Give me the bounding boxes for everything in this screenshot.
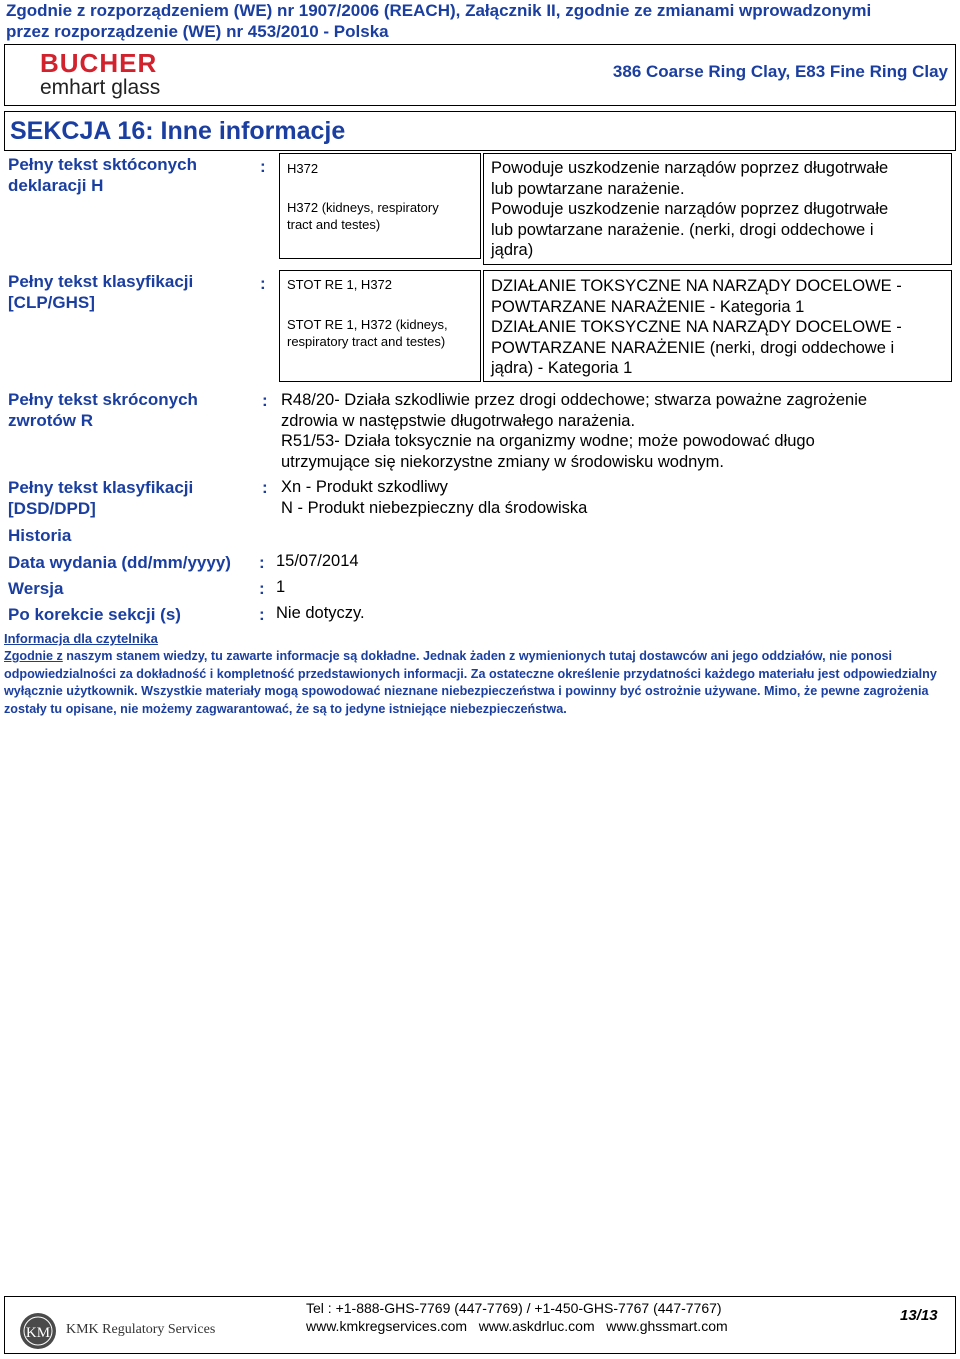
r-phrases-texts: R48/20- Działa szkodliwie przez drogi oddechowe; stwarza poważne zagrożenie zdrowia w następstwie długotrwałego narażenia. R51/53- Działa toksycznie na organizmy wodne; może powodować długo utrzymujące się niekorzystne zmiany w środowisku wodnym.: [281, 391, 868, 471]
version-label: Wersja: [8, 579, 64, 598]
revised-label: Po korekcie sekcji (s): [8, 605, 181, 624]
clp-texts: DZIAŁANIE TOKSYCZNE NA NARZĄDY DOCELOWE - POWTARZANE NARAŻENIE - Kategoria 1 DZIAŁANIE TOKSYCZNE NA NARZĄDY DOCELOWE - POWTARZANE NARAŻENIE (nerki, drogi oddechowe i jądra) - Kategoria 1: [491, 277, 902, 377]
h-statements-label: Pełny tekst sktóconych deklaracji H: [8, 155, 197, 195]
regulation-line-1: Zgodnie z rozporządzeniem (WE) nr 1907/2006 (REACH), Załącznik II, zgodnie ze zmianami wprowadzonymi: [6, 1, 872, 20]
colon: :: [259, 605, 265, 624]
footer-websites: www.kmkregservices.com www.askdrluc.com www.ghssmart.com: [306, 1318, 728, 1334]
version-value: 1: [276, 578, 286, 596]
dsd-label: Pełny tekst klasyfikacji [DSD/DPD]: [8, 478, 194, 518]
regulation-line-2: przez rozporządzenie (WE) nr 453/2010 - Polska: [6, 22, 389, 41]
colon: :: [259, 579, 265, 598]
section-title: SEKCJA 16: Inne informacje: [10, 117, 346, 145]
dsd-texts: Xn - Produkt szkodliwy N - Produkt niebezpieczny dla środowiska: [281, 478, 588, 517]
reader-info-text: [4, 648, 944, 718]
colon: :: [262, 391, 268, 410]
reader-info-body: naszym stanem wiedzy, tu zawarte informacje są dokładne. Jednak żaden z wymienionych tutaj dostawców ani jego oddziałów, nie ponosi odpowiedzialności za dokładność i kompletność przedstawionych informacji. Za ostateczne określenie przydatności każdego materiału jest odpowiedzialny wyłącznie użytkownik. Wszystkie materiały mogą spowodować nieznane niebezpieczeństwa i powinny być ostrożnie używane. Mimo, że pewne zagrożenia zostały tu opisane, nie możemy zagwarantować, że są to jedyne istniejące niebezpieczeństwa.: [4, 649, 937, 716]
footer-company: KMK Regulatory Services: [66, 1322, 216, 1337]
h-code-1: H372: [287, 161, 319, 176]
product-name: 386 Coarse Ring Clay, E83 Fine Ring Clay: [612, 62, 948, 81]
history-label: Historia: [8, 526, 72, 545]
clp-label: Pełny tekst klasyfikacji [CLP/GHS]: [8, 272, 194, 312]
clp-code-1: STOT RE 1, H372: [287, 277, 393, 292]
kmk-logo-letters: KM: [25, 1325, 51, 1341]
kmk-logo-icon: [18, 1311, 58, 1351]
regulation-header: [6, 0, 956, 42]
colon: :: [262, 478, 268, 497]
reader-info-first-word: Zgodnie z: [4, 649, 63, 663]
reader-info-title: Informacja dla czytelnika: [4, 631, 158, 646]
colon: :: [260, 274, 266, 293]
r-phrases-label: Pełny tekst skróconych zwrotów R: [8, 390, 198, 430]
colon: :: [260, 157, 266, 176]
emhart-glass-logo: emhart glass: [40, 76, 161, 99]
clp-code-2: STOT RE 1, H372 (kidneys, respiratory tract and testes): [287, 317, 448, 349]
footer-tel: Tel : +1-888-GHS-7769 (447-7769) / +1-450-GHS-7767 (447-7767): [306, 1300, 722, 1316]
bucher-logo: BUCHER: [40, 48, 158, 78]
h-texts: Powoduje uszkodzenie narządów poprzez długotrwałe lub powtarzane narażenie. Powoduje uszkodzenie narządów poprzez długotrwałe lub powtarzane narażenie. (nerki, drogi oddechowe i jądra): [491, 159, 889, 259]
issue-date-label: Data wydania (dd/mm/yyyy): [8, 553, 231, 572]
colon: :: [259, 553, 265, 572]
h-code-2: H372 (kidneys, respiratory tract and testes): [287, 200, 439, 232]
revised-value: Nie dotyczy.: [276, 604, 365, 622]
page-number: 13/13: [900, 1307, 938, 1324]
issue-date-value: 15/07/2014: [276, 552, 359, 570]
